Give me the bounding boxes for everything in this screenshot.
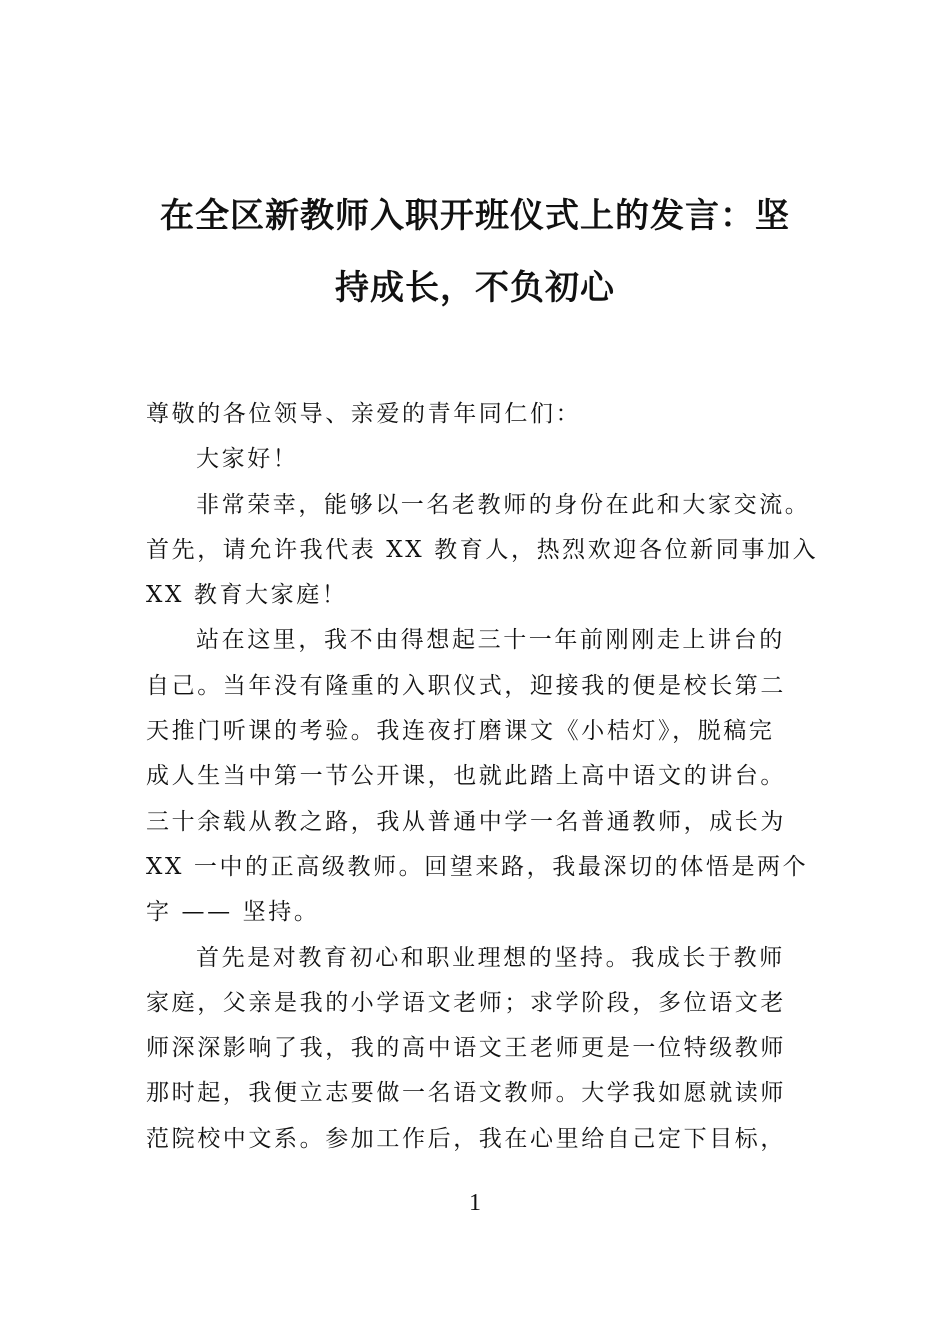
paragraph-line: XX 一中的正高级教师。回望来路，我最深切的体悟是两个 (146, 853, 809, 880)
document-title-line-1: 在全区新教师入职开班仪式上的发言：坚 (160, 196, 790, 236)
paragraph-line: 站在这里，我不由得想起三十一年前刚刚走上讲台的 (196, 627, 785, 654)
document-title-line-2: 持成长，不负初心 (335, 268, 615, 308)
paragraph-line: 首先是对教育初心和职业理想的坚持。我成长于教师 (196, 944, 785, 971)
salutation-line: 尊敬的各位领导、亲爱的青年同仁们： (146, 401, 582, 427)
document-body (146, 392, 826, 1162)
paragraph-line: 天推门听课的考验。我连夜打磨课文《小桔灯》，脱稿完 (146, 718, 775, 745)
paragraph-line: XX 教育大家庭！ (146, 582, 348, 609)
page-number: 1 (469, 1190, 481, 1216)
paragraph-line: 家庭，父亲是我的小学语文老师；求学阶段，多位语文老 (146, 989, 786, 1016)
greeting-line: 大家好！ (196, 446, 299, 473)
paragraph-line: 字 —— 坚持。 (146, 899, 320, 926)
paragraph-line: 三十余载从教之路，我从普通中学一名普通教师，成长为 (146, 808, 786, 835)
paragraph-line: 那时起，我便立志要做一名语文教师。大学我如愿就读师 (146, 1080, 786, 1107)
paragraph-line: 范院校中文系。参加工作后，我在心里给自己定下目标， (146, 1125, 786, 1152)
paragraph-line: 非常荣幸，能够以一名老教师的身份在此和大家交流。 (196, 491, 811, 518)
paragraph-line: 自己。当年没有隆重的入职仪式，迎接我的便是校长第二 (146, 672, 786, 699)
paragraph-line: 成人生当中第一节公开课，也就此踏上高中语文的讲台。 (146, 763, 786, 790)
paragraph-line: 首先，请允许我代表 XX 教育人，热烈欢迎各位新同事加入 (146, 536, 819, 563)
paragraph-line: 师深深影响了我，我的高中语文王老师更是一位特级教师 (146, 1035, 786, 1062)
